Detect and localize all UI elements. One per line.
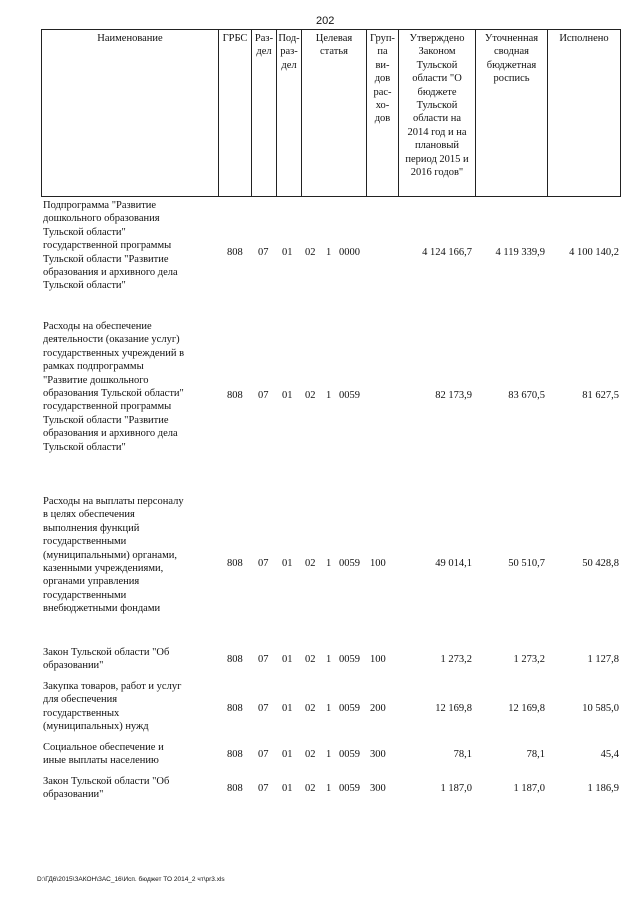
podrazdel-cell: 01: [282, 749, 293, 760]
cs-subprogram-cell: 1: [326, 749, 332, 760]
utochnennaya-cell: 78,1: [526, 749, 545, 760]
utverzhdeno-cell: 1 187,0: [440, 783, 472, 794]
cs-direction-cell: 0059: [339, 558, 360, 569]
header-podrazdel: Под- раз- дел: [278, 33, 300, 71]
cs-direction-cell: 0059: [339, 703, 360, 714]
vid-cell: 300: [370, 783, 386, 794]
cs-program-cell: 02: [305, 703, 316, 714]
razdel-cell: 07: [258, 703, 269, 714]
cs-program-cell: 02: [305, 247, 316, 258]
utochnennaya-cell: 83 670,5: [508, 390, 545, 401]
vid-cell: 100: [370, 654, 386, 665]
vid-cell: 200: [370, 703, 386, 714]
header-celevaya-statya: Целевая статья: [315, 33, 353, 58]
podrazdel-cell: 01: [282, 558, 293, 569]
podrazdel-cell: 01: [282, 390, 293, 401]
header-utochnennaya: Уточненная сводная бюджетная роспись: [484, 33, 539, 85]
header-grbs: ГРБС: [222, 33, 248, 44]
grbs-cell: 808: [227, 749, 243, 760]
column-divider: [218, 29, 219, 197]
row-name: Социальное обеспечение и иные выплаты населению: [43, 742, 164, 767]
cs-subprogram-cell: 1: [326, 654, 332, 665]
vid-cell: 100: [370, 558, 386, 569]
cs-subprogram-cell: 1: [326, 390, 332, 401]
header-gruppa-vidov: Груп- па ви- дов рас- хо- дов: [370, 33, 395, 125]
row-name: Подпрограмма "Развитие дошкольного образования Тульской области" государственной программы Тульской области "Развитие образования и архивного дела Тульской области": [43, 200, 178, 292]
utochnennaya-cell: 1 273,2: [513, 654, 545, 665]
utverzhdeno-cell: 49 014,1: [435, 558, 472, 569]
cs-direction-cell: 0059: [339, 654, 360, 665]
podrazdel-cell: 01: [282, 783, 293, 794]
razdel-cell: 07: [258, 749, 269, 760]
grbs-cell: 808: [227, 654, 243, 665]
column-divider: [547, 29, 548, 197]
cs-subprogram-cell: 1: [326, 247, 332, 258]
razdel-cell: 07: [258, 783, 269, 794]
utverzhdeno-cell: 82 173,9: [435, 390, 472, 401]
ispolneno-cell: 10 585,0: [582, 703, 619, 714]
razdel-cell: 07: [258, 390, 269, 401]
file-path-footer: D:\ГД6\2015\ЗАКОН\ЗАС_16\Исп. бюджет ТО 2014_2 чт\pr3.xls: [37, 876, 225, 883]
ispolneno-cell: 81 627,5: [582, 390, 619, 401]
page-number: 202: [316, 15, 335, 27]
cs-program-cell: 02: [305, 783, 316, 794]
ispolneno-cell: 1 186,9: [587, 783, 619, 794]
razdel-cell: 07: [258, 558, 269, 569]
cs-direction-cell: 0059: [339, 749, 360, 760]
header-utverzhdeno: Утверждено Законом Тульской области "О бюджете Тульской области на 2014 год и на плановый период 2015 и 2016 годов": [405, 33, 469, 179]
cs-subprogram-cell: 1: [326, 703, 332, 714]
utochnennaya-cell: 50 510,7: [508, 558, 545, 569]
ispolneno-cell: 45,4: [600, 749, 619, 760]
razdel-cell: 07: [258, 654, 269, 665]
row-name: Закупка товаров, работ и услуг для обеспечения государственных (муниципальных) нужд: [43, 681, 182, 733]
vid-cell: 300: [370, 749, 386, 760]
utverzhdeno-cell: 12 169,8: [435, 703, 472, 714]
header-razdel: Раз- дел: [254, 33, 274, 58]
row-name: Расходы на обеспечение деятельности (оказание услуг) государственных учреждений в рамках подпрограммы "Развитие дошкольного образования Тульской области" государственной программы Тульской области "Развитие образования и архивного дела Тульской области": [43, 321, 185, 453]
cs-direction-cell: 0059: [339, 390, 360, 401]
cs-program-cell: 02: [305, 558, 316, 569]
ispolneno-cell: 1 127,8: [587, 654, 619, 665]
utverzhdeno-cell: 4 124 166,7: [422, 247, 472, 258]
utverzhdeno-cell: 1 273,2: [440, 654, 472, 665]
grbs-cell: 808: [227, 783, 243, 794]
header-name: Наименование: [97, 33, 163, 44]
razdel-cell: 07: [258, 247, 269, 258]
cs-subprogram-cell: 1: [326, 558, 332, 569]
cs-program-cell: 02: [305, 654, 316, 665]
cs-direction-cell: 0059: [339, 783, 360, 794]
cs-program-cell: 02: [305, 390, 316, 401]
podrazdel-cell: 01: [282, 654, 293, 665]
ispolneno-cell: 4 100 140,2: [569, 247, 619, 258]
grbs-cell: 808: [227, 390, 243, 401]
row-name: Закон Тульской области "Об образовании": [43, 647, 170, 672]
cs-program-cell: 02: [305, 749, 316, 760]
podrazdel-cell: 01: [282, 703, 293, 714]
podrazdel-cell: 01: [282, 247, 293, 258]
utochnennaya-cell: 12 169,8: [508, 703, 545, 714]
utochnennaya-cell: 4 119 339,9: [495, 247, 545, 258]
cs-subprogram-cell: 1: [326, 783, 332, 794]
utochnennaya-cell: 1 187,0: [513, 783, 545, 794]
ispolneno-cell: 50 428,8: [582, 558, 619, 569]
grbs-cell: 808: [227, 703, 243, 714]
grbs-cell: 808: [227, 247, 243, 258]
row-name: Закон Тульской области "Об образовании": [43, 776, 170, 801]
header-ispolneno: Исполнено: [559, 33, 609, 44]
cs-direction-cell: 0000: [339, 247, 360, 258]
utverzhdeno-cell: 78,1: [453, 749, 472, 760]
row-name: Расходы на выплаты персоналу в целях обеспечения выполнения функций государственными (муниципальными) органами, казенными учреждениями, органами управления государственными внебюджетными фондами: [43, 496, 184, 615]
grbs-cell: 808: [227, 558, 243, 569]
